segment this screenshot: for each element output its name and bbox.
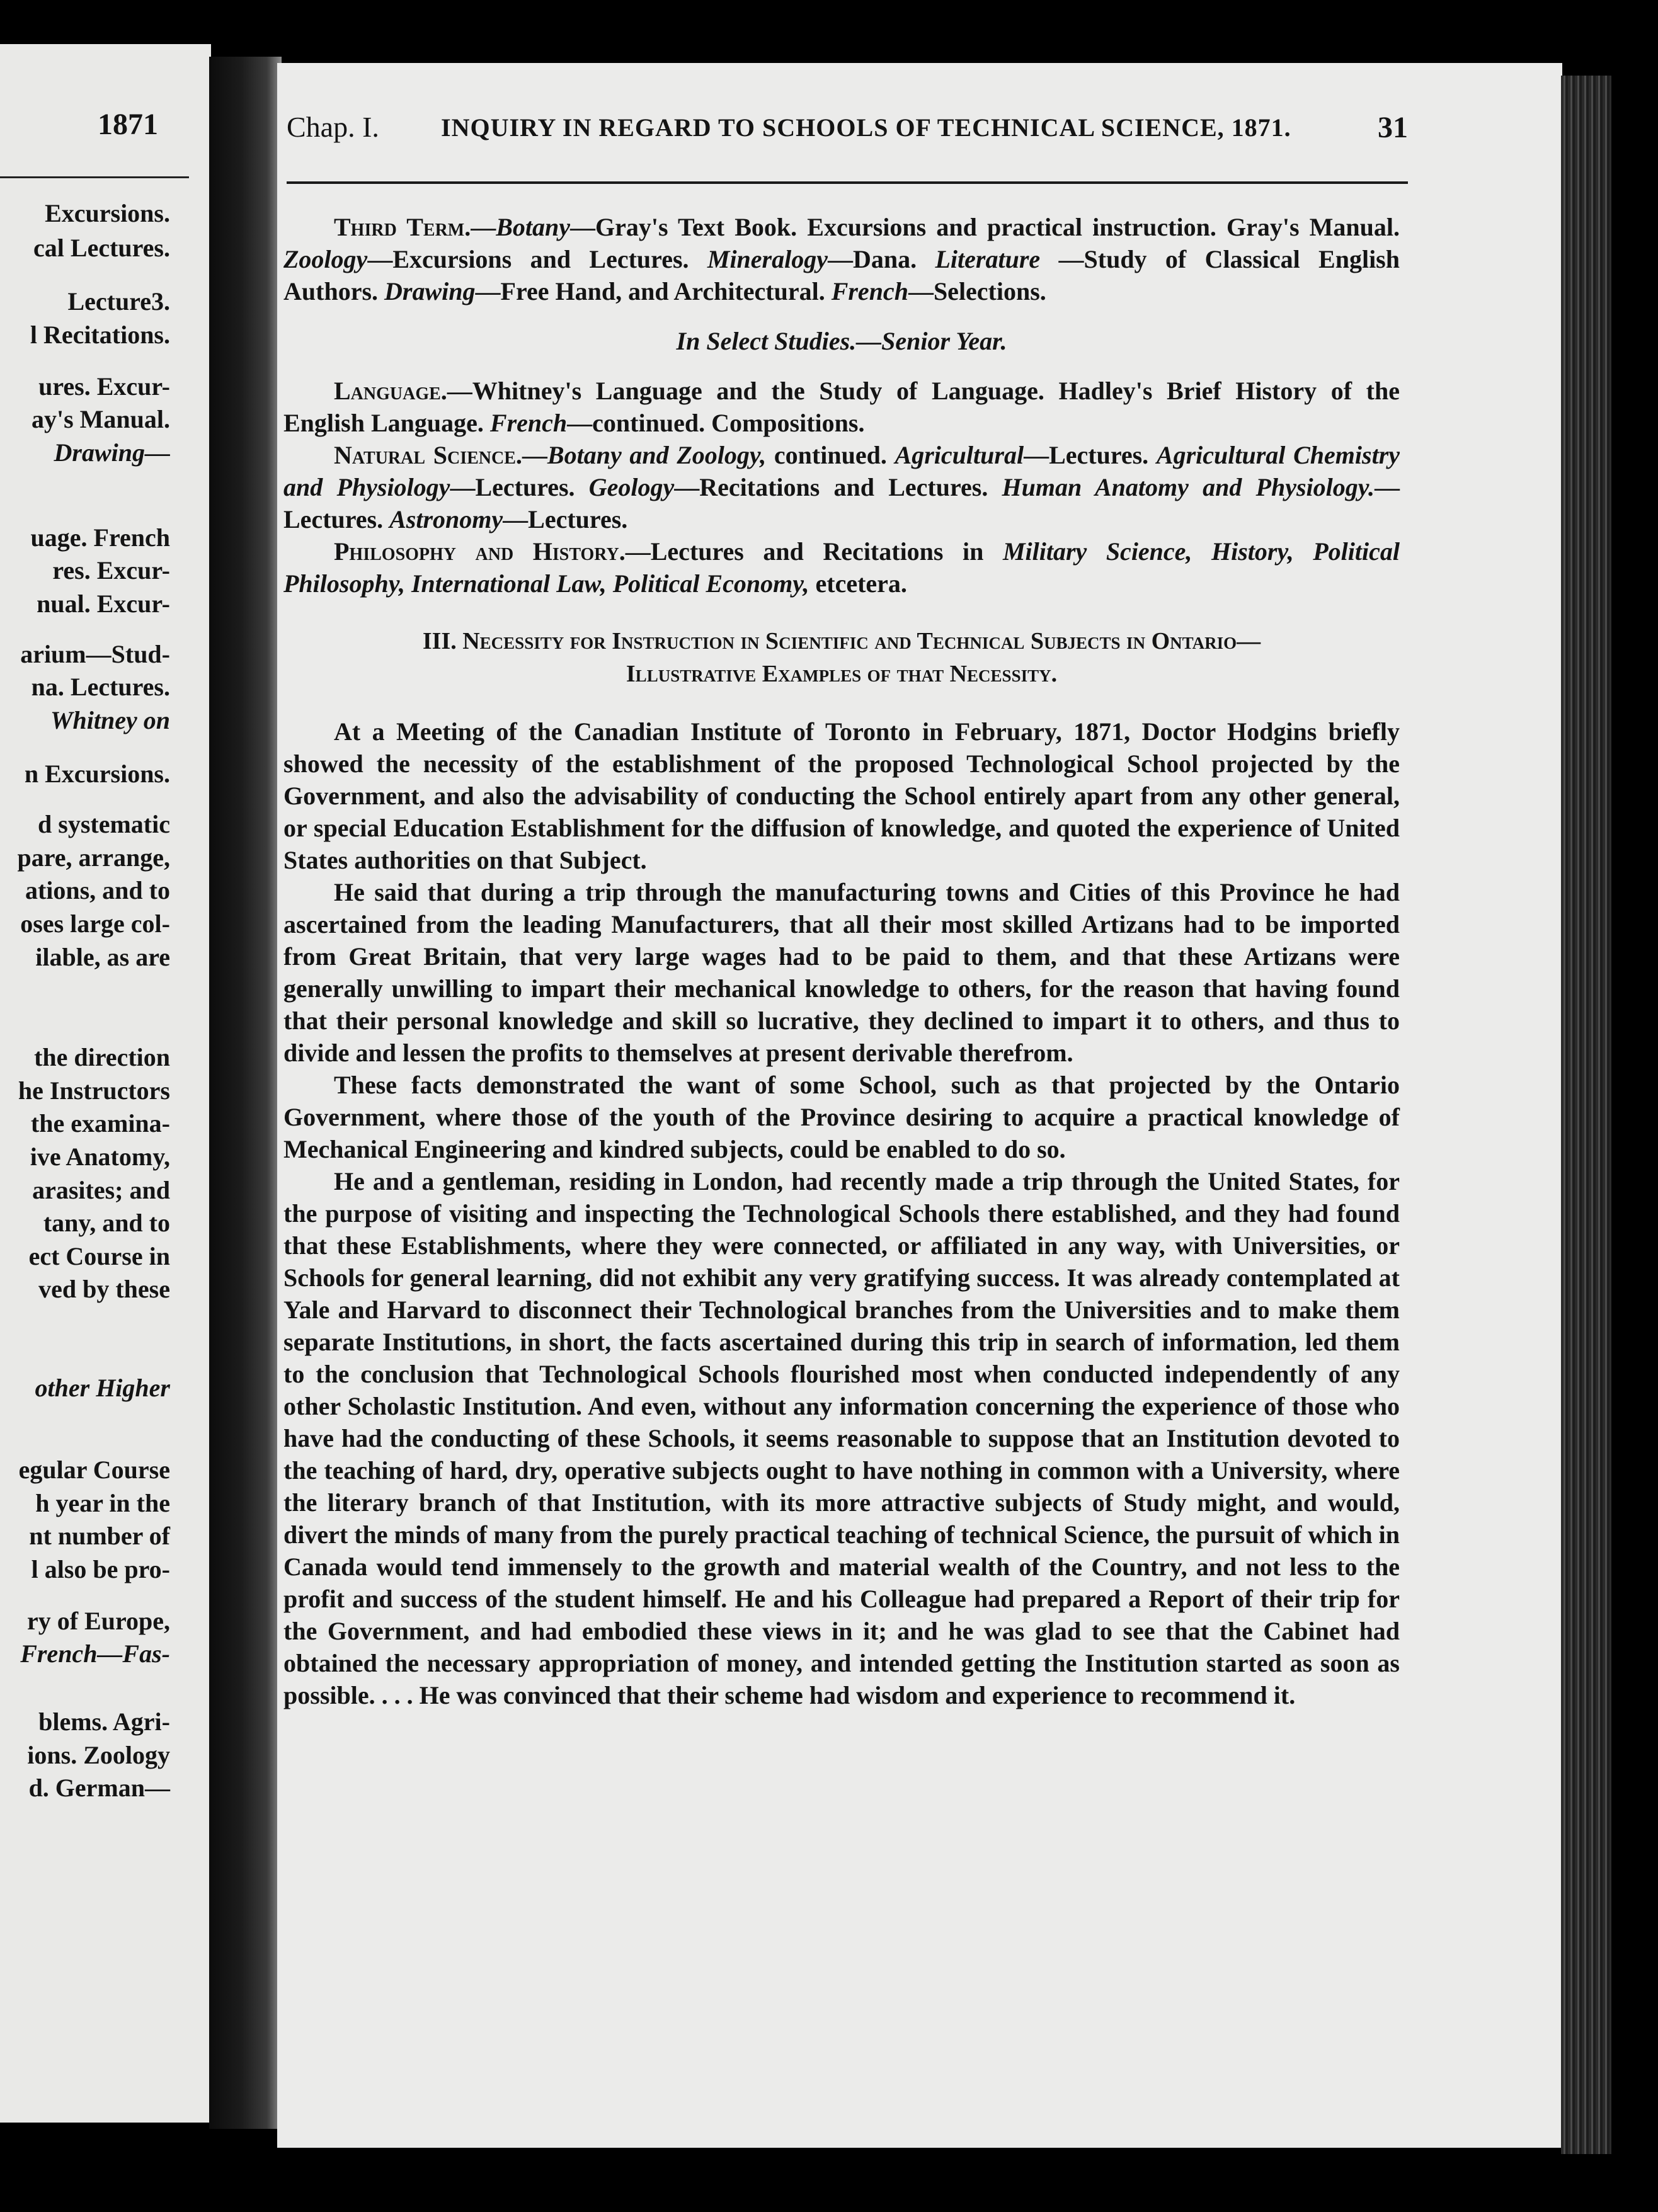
left-page-line: French—Fas- [20,1639,170,1668]
section-heading [283,625,1400,690]
left-page-line: arium—Stud- [20,640,170,668]
left-page-line: ay's Manual. [31,405,170,433]
body-paragraph: These facts demonstrated the want of some School, such as that projected by the Ontario Government, where those of the youth of the Province desiring to acquire a practical knowledge of Mechanical Engineering and kindred subjects, could be enabled to do so. [283,1071,1400,1163]
left-page-line: ations, and to [25,876,170,904]
left-page-line: ry of Europe, [26,1607,170,1635]
section-heading-line-2: Illustrative Examples of that Necessity. [626,661,1058,687]
left-page-line: Drawing— [54,438,170,467]
running-title: INQUIRY IN REGARD TO SCHOOLS OF TECHNICAL SCIENCE, 1871. [441,113,1291,142]
left-page-line: h year in the [35,1489,170,1517]
left-page-line: na. Lectures. [31,673,170,701]
body-paragraph: He said that during a trip through the manufacturing towns and Cities of this Province he had ascertained from the leading Manufacturers, that all their most skilled Artizans had to be imported from Great Britain, that very large wages had to be paid to them, and that these Artizans were generally unwilling to impart their mechanical knowledge to others, for the reason that having found that their personal knowledge and skill so lucrative, they declined to impart it to others, and thus to divide and lessen the profits to themselves at present derivable therefrom. [283,878,1400,1067]
left-page-header-rule [0,176,189,178]
philosophy-paragraph: Philosophy and History.—Lectures and Recitations in Military Science, History, Political Philosophy, International Law, Political Economy, etcetera. [283,537,1400,598]
natural-science-paragraph: Natural Science.—Botany and Zoology, continued. Agricultural—Lectures. Agricultural Chemistry and Physiology—Lectures. Geology—Recitations and Lectures. Human Anatomy and Physiology.—Lectures. Astronomy—Lectures. [283,441,1400,533]
page-edges [1561,76,1611,2154]
left-page-line: l Recitations. [30,321,170,349]
left-page-line: the examina- [30,1109,170,1137]
page-number: 31 [1378,111,1408,144]
left-page-line: Lecture3. [67,287,170,316]
section-heading-line-1: III. Necessity for Instruction in Scientific and Technical Subjects in Ontario— [422,628,1261,654]
left-page-line: nual. Excur- [37,590,170,618]
book-gutter [209,57,282,2129]
left-page-line: ive Anatomy, [30,1143,170,1171]
left-page-line: oses large col- [20,909,170,938]
left-page-line: he Instructors [18,1076,170,1105]
left-page-line: Excursions. [45,199,170,227]
left-page-line: cal Lectures. [33,234,170,262]
body-paragraph: He and a gentleman, residing in London, had recently made a trip through the United States, for the purpose of visiting and inspecting the Technological Schools there established, and they had found that these Establishments, where they were connected, or affiliated in any way, with Universities, or Schools for general learning, did not exhibit any very gratifying success. It was already contemplated at Yale and Harvard to disconnect their Technological branches from the Universities and to make them separate Institutions, in short, the facts ascertained during this trip in search of information, led them to the conclusion that Technological Schools flourished most when conducted independently of any other Scholastic Institution. And even, without any information concerning the experience of those who have had the conducting of these Schools, it seems reasonable to suppose that an Institution devoted to the teaching of hard, dry, operative subjects ought to have nothing in common with a University, where the literary branch of that Institution, with its more attractive subjects of Study might, and would, divert the minds of many from the purely practical teaching of technical Science, the pursuit of which in Canada would tend immensely to the growth and material wealth of the Country, and not less to the profit and success of the student himself. He and his Colleague had prepared a Report of their trip for the Government, and had embodied these views in it; and he was glad to see that the Cabinet had obtained the necessary appropriation of money, and intended getting the Institution started as soon as possible. . . . He was convinced that their scheme had wisdom and experience to recommend it. [283,1167,1400,1709]
left-page-line: nt number of [29,1522,170,1550]
page-body [283,211,1400,1711]
third-term-paragraph: Third Term.—Botany—Gray's Text Book. Excursions and practical instruction. Gray's Manual. Zoology—Excursions and Lectures. Mineralogy—Dana. Literature —Study of Classical English Authors. Drawing—Free Hand, and Architectural. French—Selections. [283,213,1400,305]
left-page-line: ect Course in [28,1242,170,1270]
left-page-line: arasites; and [32,1176,170,1204]
header-rule [287,181,1408,184]
language-paragraph: Language.—Whitney's Language and the Study of Language. Hadley's Brief History of the English Language. French—continued. Compositions. [283,377,1400,437]
left-page-line: tany, and to [43,1209,170,1237]
left-page-line: ures. Excur- [38,372,170,401]
left-page-line: pare, arrange, [17,843,170,872]
left-page-line: ved by these [38,1275,170,1303]
left-page-line: l also be pro- [31,1555,170,1583]
running-header [287,110,1408,154]
left-page-line: the direction [34,1043,170,1071]
left-page-line: d systematic [38,810,170,838]
left-page-line: other Higher [35,1374,170,1402]
left-page-line: d. German— [28,1774,170,1802]
body-paragraph: At a Meeting of the Canadian Institute of Toronto in February, 1871, Doctor Hodgins briefly showed the necessity of the establishment of the proposed Technological School projected by the Government, and also the advisability of conducting the School entirely apart from any other general, or special Education Establishment for the diffusion of knowledge, and quoted the experience of United States authorities on that Subject. [283,717,1400,874]
left-page-line: uage. French [30,523,170,552]
left-page-line: n Excursions. [24,760,170,788]
left-page-line: Whitney on [50,706,170,734]
left-page-line: res. Excur- [52,556,170,584]
left-page-year: 1871 [98,108,158,141]
left-page-line: ions. Zoology [27,1741,170,1769]
left-facing-page [0,44,211,2123]
left-page-line: ilable, as are [35,943,170,971]
chapter-label: Chap. I. [287,111,379,143]
left-page-line: egular Course [18,1456,170,1484]
select-studies-heading: In Select Studies.—Senior Year. [676,327,1007,355]
left-page-line: blems. Agri- [38,1707,170,1736]
